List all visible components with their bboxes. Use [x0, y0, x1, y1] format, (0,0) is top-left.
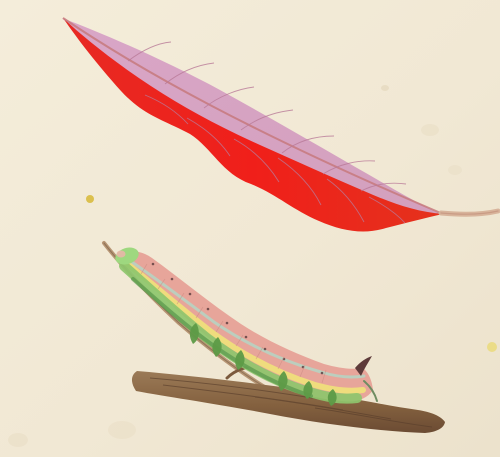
edge-yellow-spot — [487, 342, 497, 352]
yellow-spot — [86, 195, 94, 203]
caterpillar-face — [117, 251, 126, 258]
